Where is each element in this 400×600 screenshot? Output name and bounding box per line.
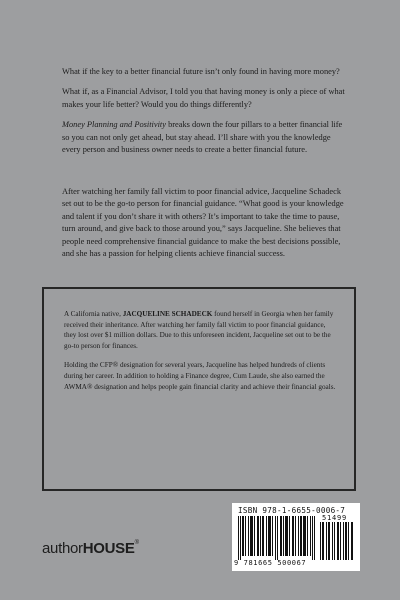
author-story-paragraph: After watching her family fall victim to poor financial advice, Jacqueline Schadeck set out to be the go-to person for financial guidance. “What good is your knowledge and talent if you don’t share it with others? It’s important to take the time to pause, turn around, and give back to those around you,” says Jacqueline. She believes that people need comprehensive financial guidance to make the best decisions possible, and she has a passion for helping clients achieve financial success.: [62, 187, 344, 259]
bio-paragraph-2: Holding the CFP® designation for several years, Jacqueline has helped hundreds of clients during her career. In addition to holding a Finance degree, Cum Laude, she also earned the AWMA® designation and helps people gain financial clarity and achieve their financial goals.: [64, 361, 336, 391]
barcode-addon-number: 51499: [322, 514, 348, 522]
blurb-description: [62, 119, 350, 156]
isbn-barcode: [232, 503, 360, 571]
blurb-question-2: What if, as a Financial Advisor, I told you that having money is only a piece of what makes your life better? Would you do things differently?: [62, 87, 345, 109]
author-bio-box: [42, 287, 356, 491]
back-cover-blurb: [62, 66, 350, 156]
ean-barcode-bars: [238, 516, 318, 560]
author-bio-text: [64, 309, 336, 401]
author-name: JACQUELINE SCHADECK: [122, 310, 213, 318]
bio-paragraph-1: [64, 309, 336, 351]
bio-intro: A California native,: [64, 310, 123, 318]
addon-barcode-bars: [320, 522, 354, 560]
registered-mark: ®: [134, 540, 139, 546]
publisher-name-part1: author: [42, 540, 83, 557]
blurb-question-1: What if the key to a better financial future isn’t only found in having more money?: [62, 67, 340, 76]
bio-paragraph-1-text: found herself in Georgia when her family received their inheritance. After watching her family fall victim to poor financial guidance, they lost over $1 million dollars. Due to this unforeseen incident, Jacqueline set out to be the go-to person for finances.: [64, 310, 334, 350]
book-title: Money Planning and Positivity: [62, 120, 166, 130]
blurb-description-text: breaks down the four pillars to a better financial life so you can not only get ahead, but stay ahead. I’ll share with you the knowledge every person and business owner needs to create a better financial future.: [62, 120, 343, 155]
author-story: [62, 186, 352, 260]
publisher-name-part2: HOUSE: [82, 540, 135, 557]
isbn-number: ISBN 978-1-6655-0006-7: [238, 506, 346, 515]
ean-digits: 9 781665 500067: [234, 559, 307, 567]
publisher-logo: [42, 540, 139, 557]
